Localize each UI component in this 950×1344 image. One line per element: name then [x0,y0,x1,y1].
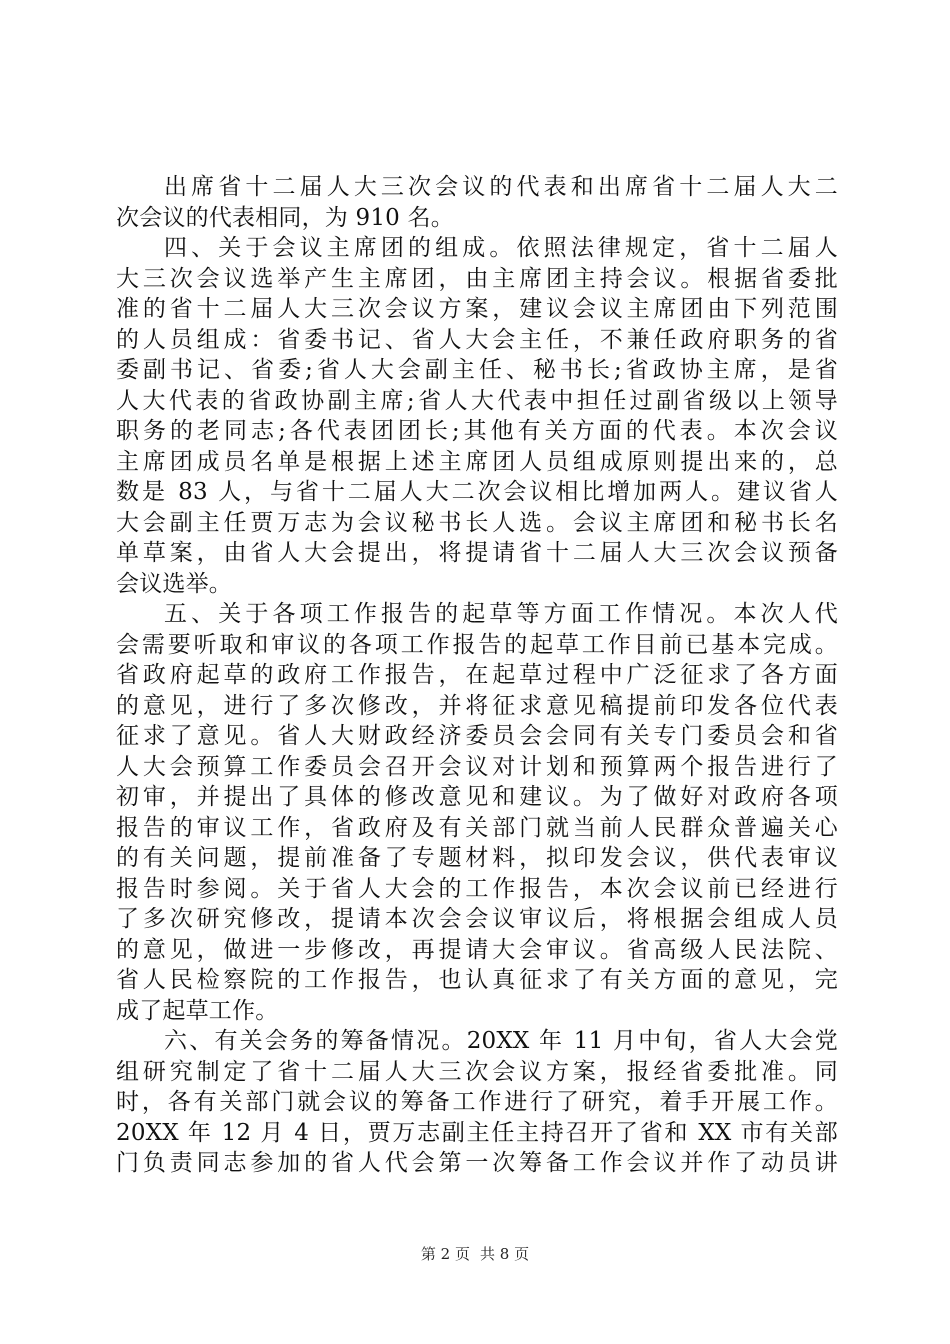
text-line: 会需要听取和审议的各项工作报告的起草工作目前已基本完成。 [116,631,838,658]
page-footer [0,1244,950,1264]
text-line: 报告的审议工作，省政府及有关部门就当前人民群众普遍关心 [116,814,838,841]
text-line: 的人员组成：省委书记、省人大会主任，不兼任政府职务的省 [116,326,838,353]
text-line: 组研究制定了省十二届人大三次会议方案，报经省委批准。同 [116,1058,838,1085]
text-line: 省人民检察院的工作报告，也认真征求了有关方面的意见，完 [116,967,838,993]
text-line: 主席团成员名单是根据上述主席团人员组成原则提出来的，总 [116,448,838,475]
text-line: 的有关问题，提前准备了专题材料，拟印发会议，供代表审议 [116,845,838,871]
text-line: 征求了意见。省人大财政经济委员会会同有关专门委员会和省 [116,723,838,749]
text-line: 的意见，做进一步修改，再提请大会审议。省高级人民法院、 [116,936,838,963]
text-line: 委副书记、省委;省人大会副主任、秘书长;省政协主席，是省 [116,357,838,383]
document-body [116,172,838,1179]
text-line: 人大会预算工作委员会召开会议对计划和预算两个报告进行了 [116,753,838,780]
text-line: 省政府起草的政府工作报告，在起草过程中广泛征求了各方面 [116,662,838,688]
text-line: 职务的老同志;各代表团团长;其他有关方面的代表。本次会议 [116,418,838,444]
text-line: 出席省十二届人大三次会议的代表和出席省十二届人大二 [164,174,838,200]
text-line: 大会副主任贾万志为会议秘书长人选。会议主席团和秘书长名 [116,509,838,536]
text-line: 单草案，由省人大会提出，将提请省十二届人大三次会议预备 [116,540,838,566]
text-line: 人大代表的省政协副主席;省人大代表中担任过副省级以上领导 [116,387,838,414]
text-line: 门负责同志参加的省人代会第一次筹备工作会议并作了动员讲 [116,1150,838,1176]
page-total: 共 8 页 [480,1245,530,1263]
text-line: 大三次会议选举产生主席团，由主席团主持会议。根据省委批 [116,265,838,292]
text-line: 准的省十二届人大三次会议方案，建议会议主席团由下列范围 [116,296,838,322]
page-number: 第 2 页 [420,1245,470,1263]
text-line: 五、关于各项工作报告的起草等方面工作情况。本次人代 [164,601,838,627]
text-line: 会议选举。 [116,570,232,597]
text-line: 了多次研究修改，提请本次会会议审议后，将根据会组成人员 [116,906,838,932]
text-line: 次会议的代表相同，为 910 名。 [116,204,454,231]
text-line: 的意见，进行了多次修改，并将征求意见稿提前印发各位代表 [116,692,838,719]
text-line: 20XX 年 12 月 4 日，贾万志副主任主持召开了省和 XX 市有关部 [116,1119,838,1146]
text-line: 四、关于会议主席团的组成。依照法律规定，省十二届人 [164,235,838,261]
text-line: 时，各有关部门就会议的筹备工作进行了研究，着手开展工作。 [116,1089,838,1115]
text-line: 成了起草工作。 [116,997,279,1024]
text-line: 六、有关会务的筹备情况。20XX 年 11 月中旬，省人大会党 [164,1028,838,1054]
text-line: 初审，并提出了具体的修改意见和建议。为了做好对政府各项 [116,784,838,810]
text-line: 数是 83 人，与省十二届人大二次会议相比增加两人。建议省人 [116,479,838,505]
text-line: 报告时参阅。关于省人大会的工作报告，本次会议前已经进行 [116,875,838,902]
